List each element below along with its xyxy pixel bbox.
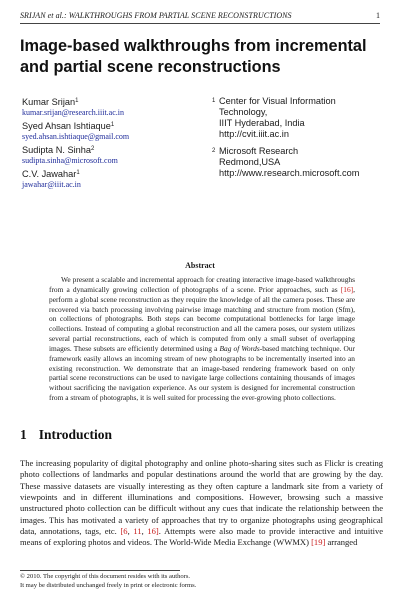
running-head [20,11,380,20]
section-title: Introduction [38,427,113,442]
page-number: 1 [375,11,380,20]
paper-title: Image-based walkthroughs from incremental and partial scene reconstructions [20,37,367,76]
affiliation-line: Redmond,USA [219,157,281,167]
copyright-line: © 2010. The copyright of this document resides with its authors. [20,573,191,580]
copyright-footer [20,573,380,590]
affiliation-url[interactable]: http://cvit.iiit.ac.in [219,129,289,139]
citation-link[interactable]: [19] [311,537,326,548]
author-email[interactable]: kumar.srijan@research.iiit.ac.in [22,108,124,117]
section-heading [20,427,112,443]
affiliation-line: Technology, [219,107,268,117]
running-head-text: SRIJAN et al.: WALKTHROUGHS FROM PARTIAL SCENE RECONSTRUCTIONS [20,11,292,20]
citation-link[interactable]: [6 [120,526,128,537]
author-name: Syed Ahsan Ishtiaque$^1$ [22,121,115,131]
affiliation-line: Microsoft Research [219,146,299,156]
abstract-heading: Abstract [185,261,215,270]
author-email[interactable]: sudipta.sinha@microsoft.com [22,156,118,165]
affiliation-line: IIIT Hyderabad, India [219,118,305,128]
affiliation-url[interactable]: http://www.research.microsoft.com [219,168,360,178]
citation-link[interactable]: [16] [340,284,354,294]
header-rule [20,23,380,24]
author-email[interactable]: syed.ahsan.ishtiaque@gmail.com [22,132,130,141]
affiliation-line: Center for Visual Information [219,96,336,106]
license-line: It may be distributed unchanged freely in print or electronic forms. [20,581,197,589]
section-number: 1 [20,427,27,442]
affiliation-list [212,96,397,185]
footer-rule [20,570,180,571]
affiliation [212,96,397,140]
author-name: Kumar Srijan$^1$ [22,97,79,107]
author-list [22,96,212,193]
author-email[interactable]: jawahar@iiit.ac.in [22,180,81,189]
author-name: C.V. Jawahar$^1$ [22,169,80,179]
citation-link[interactable]: 16] [147,526,159,537]
author-name: Sudipta N. Sinha$^2$ [22,145,95,155]
affiliation-number: 2 [212,148,216,154]
affiliation [212,146,397,179]
emphasis: Bag of Words [219,343,260,353]
affiliation-number: 1 [212,98,216,104]
abstract-text: We present a scalable and incremental approach for creating interactive image-based walkthroughs from a dynamically growing collection of photographs of a scene. Prior approaches, such as [16], perform a global scene reconstruction as they require the knowledge of all the camera poses. These are recovered via batch processing involving pairwise image matching and structure from motion (Sfm), on collections of photographs. Both steps can become computational bottlenecks for large image collections. Instead of computing a global reconstruction and all the camera poses, our system utilizes several partial reconstructions, each of which is computed from only a small subset of overlapping images. These subsets are efficiently determined using a Bag of Words-based matching technique. Our framework easily allows an incoming stream of new photographs to be incrementally inserted into an existing reconstruction. We demonstrate that an image-based rendering framework based on only partial scene reconstructions can be used to navigate large collections containing thousands of images without sacrificing the navigation experience. As our system is designed for incremental construction from a stream of photographs, it is well suited for processing the ever-growing photo collections. [49,275,355,403]
intro-text: The increasing popularity of digital photography and online photo-sharing sites such as Flickr is creating photo collections of landmarks and popular destinations around the world that are growing by the day. These massive datasets are visually interesting as they often capture a landmark site from a variety of viewpoints and in different illuminations and compositions. However, browsing such a massive unstructured photo collection can be difficult without any cues that indicate the relationship between the images. This has motivated a variety of approaches that try to organize photographs using geographical data, annotations, tags, etc. [6, 11, 16]. Attempts were also made to provide interactive and intuitive means of exploring photos and videos. The World-Wide Media Exchange (WWMX) [19] arranged [20,458,384,548]
citation-link[interactable]: 11 [133,526,142,537]
